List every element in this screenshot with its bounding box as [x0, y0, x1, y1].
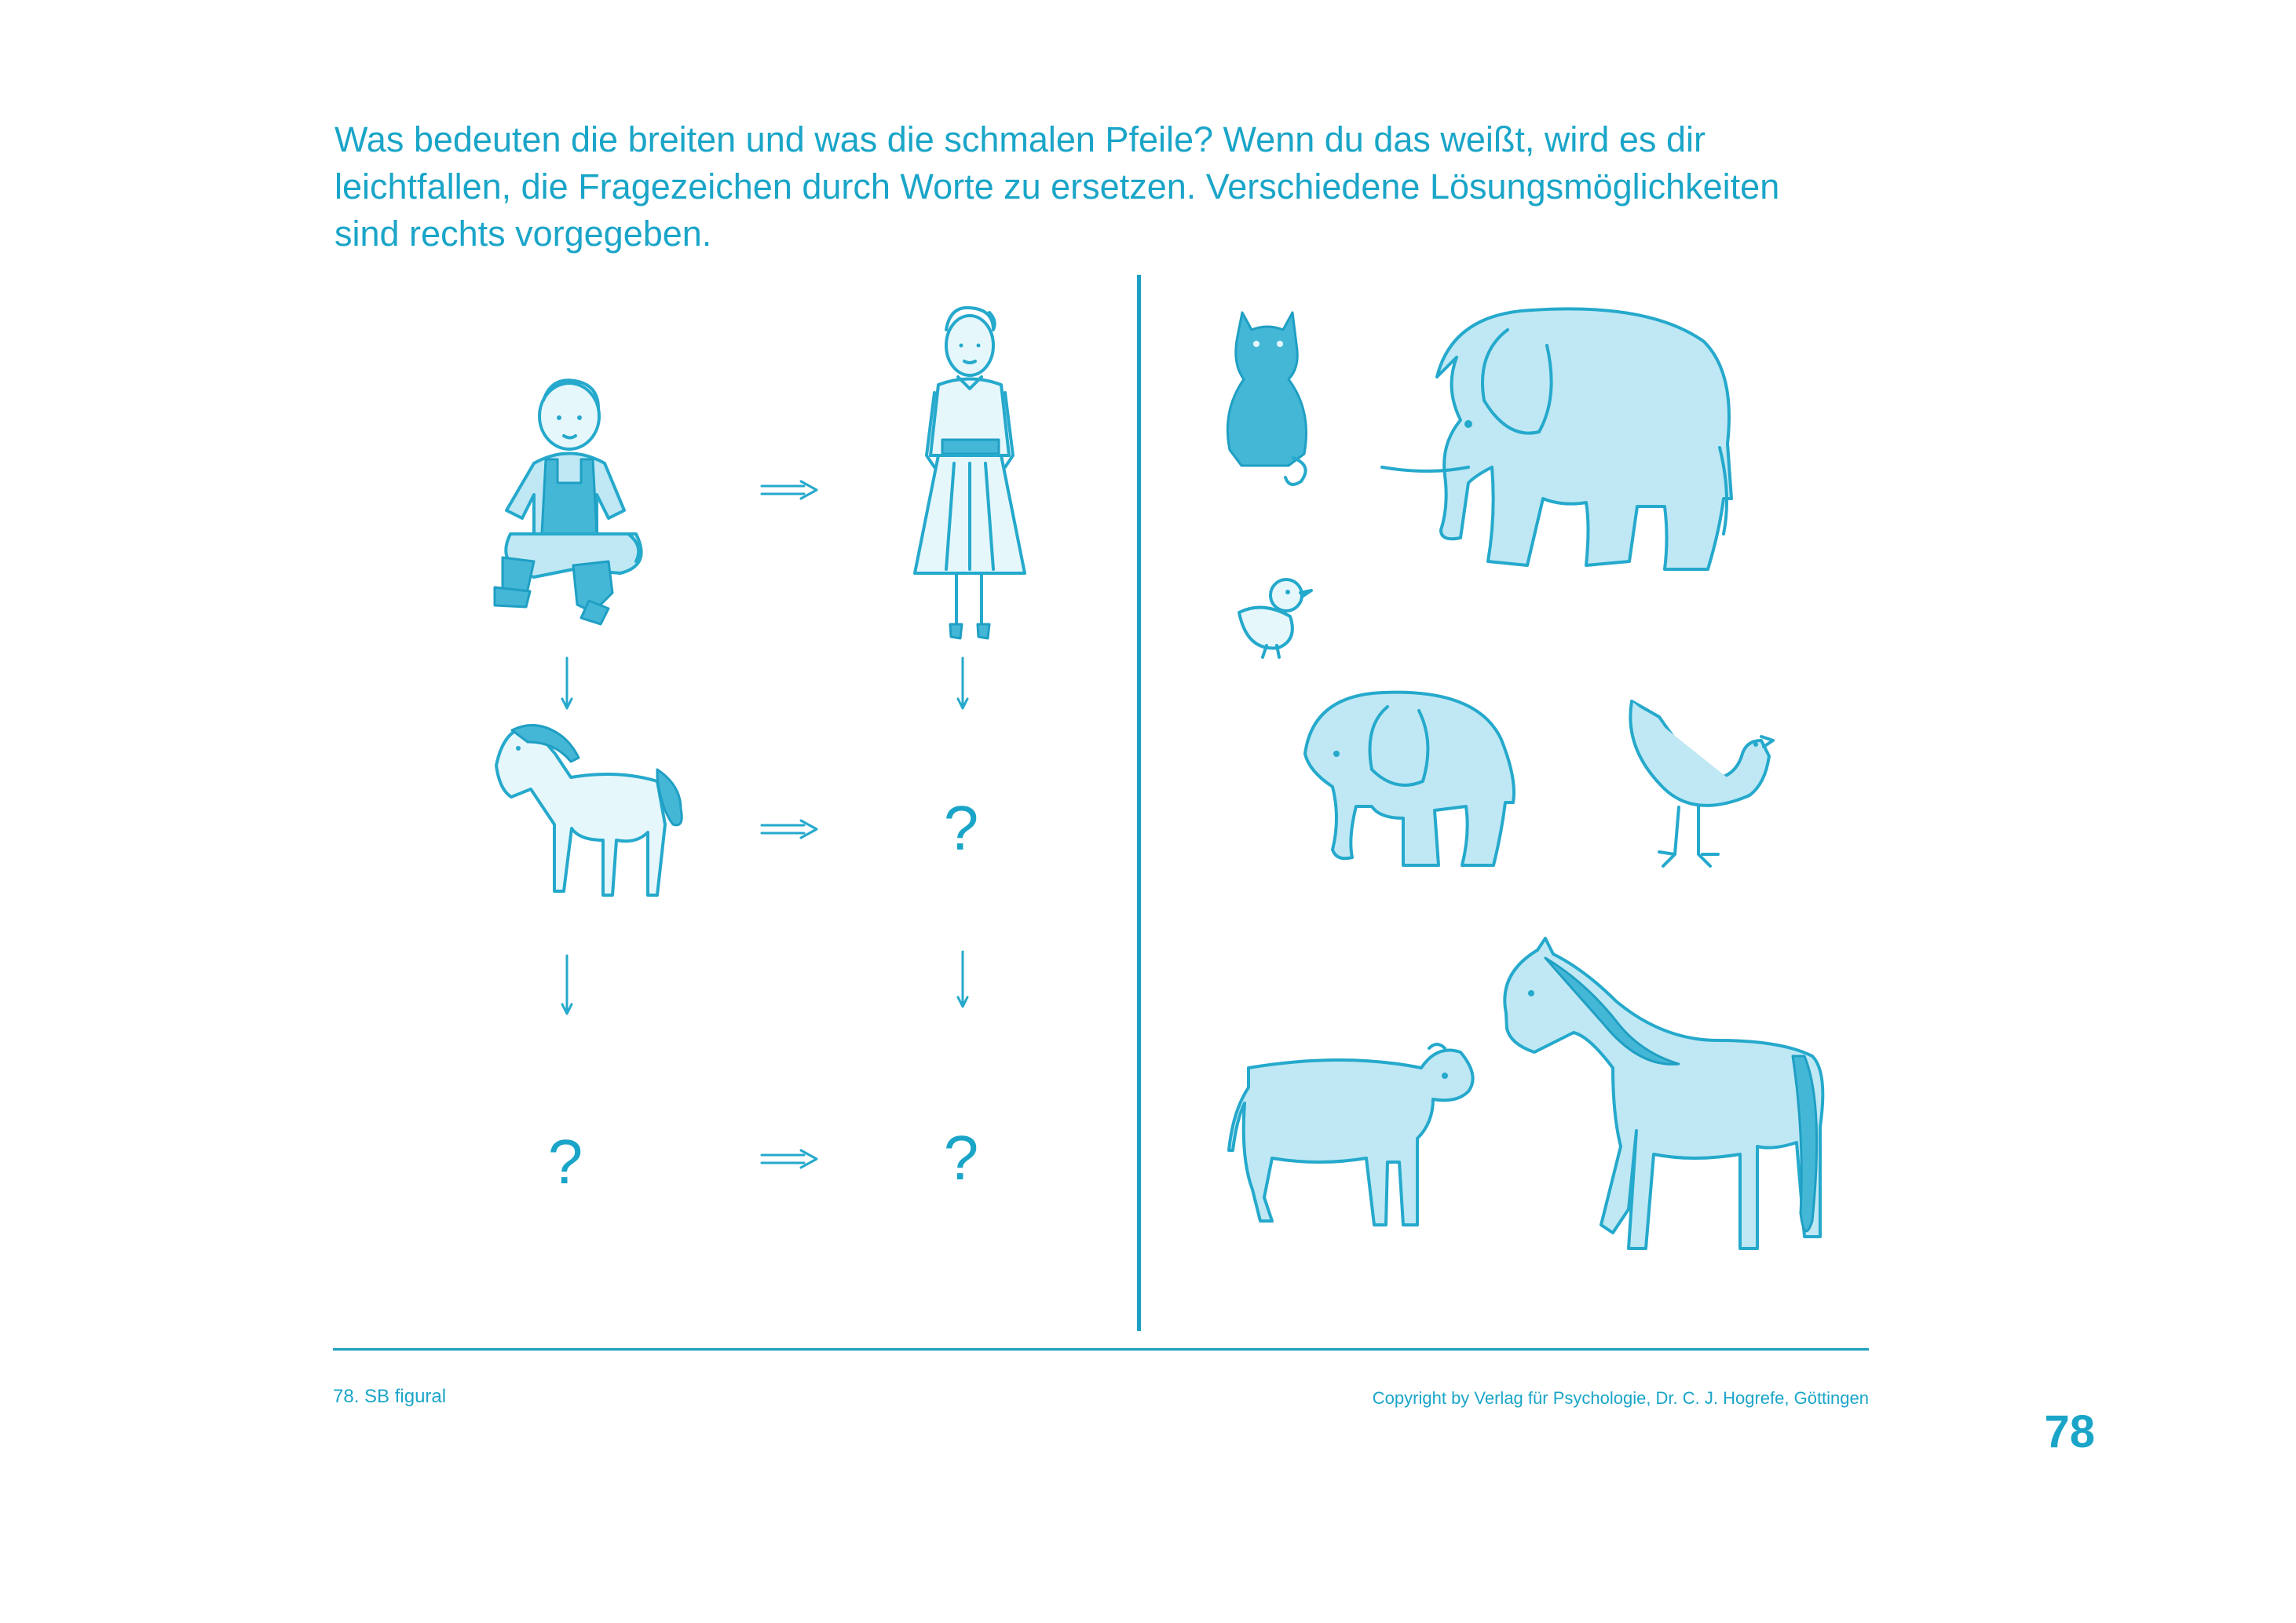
copyright-notice: Copyright by Verlag für Psychologie, Dr. C. J. Hogrefe, Göttingen [1372, 1388, 1869, 1408]
cat-illustration [1219, 305, 1321, 485]
instructions-text [335, 116, 1874, 258]
thin-arrow-left-1 [559, 656, 575, 711]
baby-elephant-illustration [1297, 691, 1533, 895]
panel-divider [1137, 275, 1141, 1331]
calf-illustration [1233, 1036, 1484, 1225]
instructions-line-3: sind rechts vorgegeben. [335, 214, 712, 254]
wide-arrow-row-3 [760, 1148, 820, 1170]
child-illustration [471, 377, 660, 620]
footer-rule [333, 1348, 1869, 1351]
thin-arrow-right-1 [955, 656, 971, 711]
wide-arrow-row-2 [760, 818, 820, 840]
instructions-line-2: leichtfallen, die Fragezeichen durch Worte zu ersetzen. Verschiedene Lösungsmöglichkeiten [335, 166, 1780, 207]
hen-illustration [1624, 697, 1789, 886]
horse-illustration [1498, 938, 1828, 1284]
woman-illustration [903, 306, 1036, 652]
page-number: 78 [2044, 1406, 2095, 1457]
thin-arrow-right-2 [955, 950, 971, 1009]
wide-arrow-row-1 [760, 479, 820, 501]
thin-arrow-left-2 [559, 954, 575, 1017]
chick-illustration [1231, 573, 1318, 660]
question-mark-row3-right: ? [943, 1123, 979, 1193]
item-code: 78. SB figural [333, 1386, 447, 1407]
question-mark-row3-left: ? [547, 1127, 583, 1197]
question-mark-row2-right: ? [943, 793, 979, 863]
foal-illustration [481, 718, 693, 915]
elephant-illustration [1382, 306, 1743, 620]
instructions-line-1: Was bedeuten die breiten und was die schmalen Pfeile? Wenn du das weißt, wird es dir [335, 119, 1706, 159]
